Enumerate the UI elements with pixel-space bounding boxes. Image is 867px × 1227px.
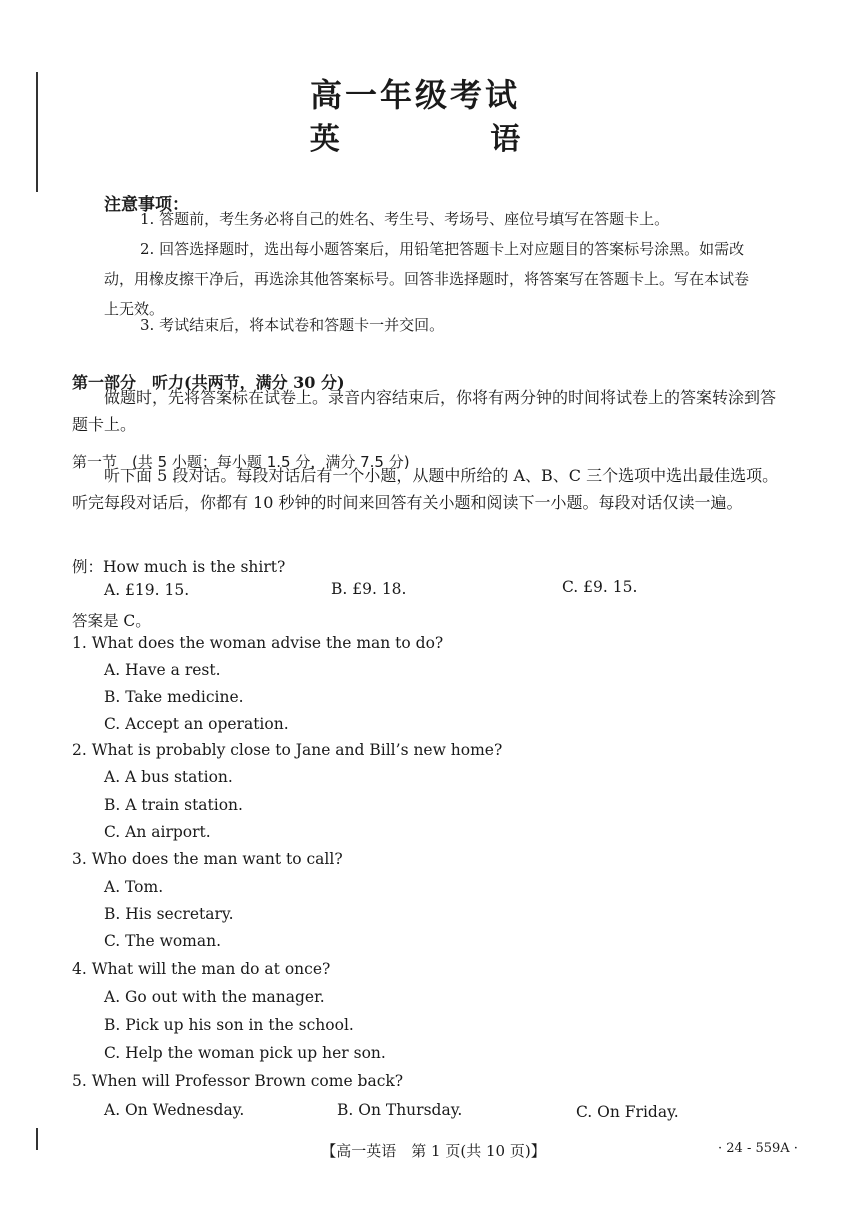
notice-item-3: 3. 考试结束后，将本试卷和答题卡一并交回。 [140,316,445,334]
question-1-option-a: A. Have a rest. [104,661,221,679]
page-footer: 【高一英语 第 1 页(共 10 页)】 [321,1142,546,1160]
example-answer: 答案是 C。 [72,612,151,630]
section1-intro: 听下面 5 段对话。每段对话后有一个小题，从题中所给的 A、B、C 三个选项中选出最佳选项。听完每段对话后，你都有 10 秒钟的时间来回答有关小题和阅读下一小题。每段对话仅读一遍。 [72,466,779,512]
question-4-option-a: A. Go out with the manager. [104,988,325,1006]
example-option-b: B. £9. 18. [331,580,407,598]
notice-item-1: 1. 答题前，考生务必将自己的姓名、考生号、考场号、座位号填写在答题卡上。 [140,210,670,228]
notice-heading: 注意事项： [104,195,189,215]
question-2-option-c: C. An airport. [104,823,211,841]
question-4-stem: 4. What will the man do at once? [72,960,331,978]
question-1-stem: 1. What does the woman advise the man to do? [72,634,444,652]
notice-item-2: 2. 回答选择题时，选出每小题答案后，用铅笔把答题卡上对应题目的答案标号涂黑。如需改动，用橡皮擦干净后，再选涂其他答案标号。回答非选择题时，将答案写在答题卡上。写在本试卷上无效。 [104,240,750,318]
question-2-stem: 2. What is probably close to Jane and Bill’s new home? [72,741,503,759]
question-5-option-a: A. On Wednesday. [104,1101,245,1119]
question-4-option-c: C. Help the woman pick up her son. [104,1044,386,1062]
question-5-option-b: B. On Thursday. [337,1101,463,1119]
section1-heading: 第一节 (共 5 小题；每小题 1.5 分，满分 7.5 分) [72,453,410,471]
question-5-stem: 5. When will Professor Brown come back? [72,1072,404,1090]
example-question: 例：How much is the shirt? [72,558,286,576]
question-2-option-a: A. A bus station. [104,768,233,786]
exam-title: 高一年级考试 [309,76,520,114]
question-5-option-c: C. On Friday. [576,1103,679,1121]
question-3-option-c: C. The woman. [104,932,222,950]
paper-code: · 24 - 559A · [718,1141,798,1156]
question-2-option-b: B. A train station. [104,796,243,814]
part1-intro: 做题时，先将答案标在试卷上。录音内容结束后，你将有两分钟的时间将试卷上的答案转涂到答题卡上。 [72,388,777,434]
example-option-c: C. £9. 15. [562,578,638,596]
question-3-option-b: B. His secretary. [104,905,234,923]
question-3-stem: 3. Who does the man want to call? [72,850,343,868]
part1-heading: 第一部分 听力(共两节，满分 30 分) [72,373,345,392]
question-1-option-b: B. Take medicine. [104,688,244,706]
exam-subject: 英 语 [309,122,591,157]
example-option-a: A. £19. 15. [104,581,190,599]
question-1-option-c: C. Accept an operation. [104,715,289,733]
question-4-option-b: B. Pick up his son in the school. [104,1016,354,1034]
question-3-option-a: A. Tom. [104,878,164,896]
